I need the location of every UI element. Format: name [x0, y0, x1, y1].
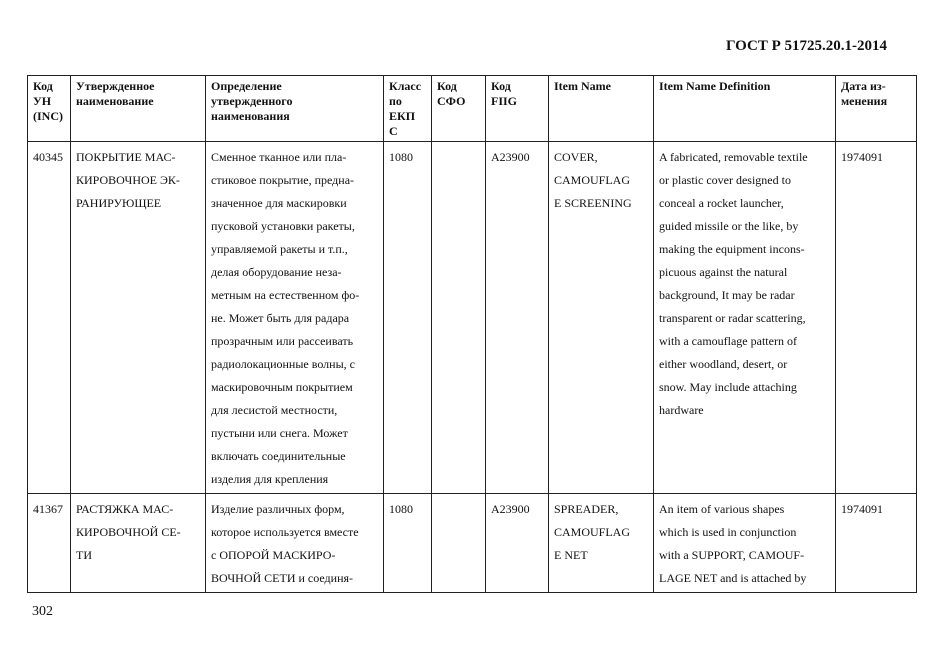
text-line: LAGE NET and is attached by [659, 571, 807, 585]
text-line: ВОЧНОЙ СЕТИ и соединя- [211, 571, 354, 585]
cell-class: 1080 [384, 142, 432, 494]
header-inc [28, 76, 71, 142]
cell-fiig: A23900 [486, 494, 549, 593]
cell-approved-name [71, 494, 206, 593]
header-fiig [486, 76, 549, 142]
text-line: маскировочным покрытием [211, 380, 353, 394]
text-line: ПОКРЫТИЕ МАС- [76, 150, 176, 164]
text-line: hardware [659, 403, 704, 417]
text-line: or plastic cover designed to [659, 173, 791, 187]
text-line: Определение [211, 79, 282, 93]
text-line: transparent or radar scattering, [659, 311, 806, 325]
text-line: С [389, 124, 398, 138]
text-line: РАНИРУЮЩЕЕ [76, 196, 162, 210]
text-line: picuous against the natural [659, 265, 788, 279]
cell-inc: 41367 [28, 494, 71, 593]
text-line: making the equipment incons- [659, 242, 805, 256]
cell-item-definition [654, 142, 836, 494]
text-line: either woodland, desert, or [659, 357, 788, 371]
cell-change-date: 1974091 [836, 494, 917, 593]
text-line: COVER, [554, 150, 598, 164]
cell-inc: 40345 [28, 142, 71, 494]
cell-item-name [549, 494, 654, 593]
text-line: которое используется вместе [211, 525, 359, 539]
text-line: with a camouflage pattern of [659, 334, 797, 348]
cell-change-date: 1974091 [836, 142, 917, 494]
header-approved-name [71, 76, 206, 142]
text-line: Изделие различных форм, [211, 502, 345, 516]
text-line: для лесистой местности, [211, 403, 338, 417]
text-line: по [389, 94, 402, 108]
text-line: snow. May include attaching [659, 380, 797, 394]
text-line: ТИ [76, 548, 92, 562]
cell-sfo [432, 142, 486, 494]
nomenclature-table [27, 75, 917, 593]
text-line: A fabricated, removable textile [659, 150, 808, 164]
text-line: An item of various shapes [659, 502, 785, 516]
text-line: (INC) [33, 109, 63, 123]
text-line: пусковой установки ракеты, [211, 219, 355, 233]
text-line: СФО [437, 94, 466, 108]
text-line: радиолокационные волны, с [211, 357, 355, 371]
cell-fiig: A23900 [486, 142, 549, 494]
text-line: conceal a rocket launcher, [659, 196, 784, 210]
text-line: guided missile or the like, by [659, 219, 799, 233]
table-row [28, 494, 917, 593]
cell-class: 1080 [384, 494, 432, 593]
cell-definition [206, 142, 384, 494]
text-line: E SCREENING [554, 196, 632, 210]
header-class [384, 76, 432, 142]
text-line: FIIG [491, 94, 518, 108]
text-line: Item Name Definition [659, 79, 771, 93]
header-item-name [549, 76, 654, 142]
text-line: менения [841, 94, 888, 108]
text-line: включать соединительные [211, 449, 346, 463]
text-line: with a SUPPORT, CAMOUF- [659, 548, 805, 562]
cell-item-definition [654, 494, 836, 593]
header-item-definition [654, 76, 836, 142]
text-line: E NET [554, 548, 588, 562]
text-line: Класс [389, 79, 422, 93]
table-header-row [28, 76, 917, 142]
text-line: пустыни или снега. Может [211, 426, 348, 440]
cell-approved-name [71, 142, 206, 494]
text-line: РАСТЯЖКА МАС- [76, 502, 174, 516]
cell-definition [206, 494, 384, 593]
text-line: SPREADER, [554, 502, 619, 516]
text-line: Сменное тканное или пла- [211, 150, 347, 164]
text-line: CAMOUFLAG [554, 525, 631, 539]
document-code: ГОСТ Р 51725.20.1-2014 [725, 38, 887, 54]
text-line: which is used in conjunction [659, 525, 797, 539]
text-line: Код [33, 79, 53, 93]
text-line: значенное для маскировки [211, 196, 347, 210]
text-line: наименование [76, 94, 154, 108]
text-line: делая оборудование неза- [211, 265, 342, 279]
text-line: прозрачным или рассеивать [211, 334, 354, 348]
text-line: Дата из- [841, 79, 886, 93]
text-line: УН [33, 94, 52, 108]
text-line: КИРОВОЧНОЙ СЕ- [76, 525, 181, 539]
text-line: не. Может быть для радара [211, 311, 350, 325]
cell-sfo [432, 494, 486, 593]
text-line: изделия для крепления [211, 472, 329, 486]
header-sfo [432, 76, 486, 142]
text-line: стиковое покрытие, предна- [211, 173, 355, 187]
text-line: background, It may be radar [659, 288, 795, 302]
text-line: метным на естественном фо- [211, 288, 360, 302]
text-line: утвержденного [211, 94, 293, 108]
text-line: Код [491, 79, 511, 93]
cell-item-name [549, 142, 654, 494]
page-number: 302 [32, 604, 53, 619]
header-definition [206, 76, 384, 142]
text-line: ЕКП [389, 109, 416, 123]
header-change-date [836, 76, 917, 142]
table-row [28, 142, 917, 494]
text-line: управляемой ракеты и т.п., [211, 242, 348, 256]
text-line: Item Name [554, 79, 611, 93]
text-line: наименования [211, 109, 290, 123]
text-line: КИРОВОЧНОЕ ЭК- [76, 173, 180, 187]
text-line: CAMOUFLAG [554, 173, 631, 187]
text-line: с ОПОРОЙ МАСКИРО- [211, 548, 336, 562]
text-line: Утвержденное [76, 79, 155, 93]
text-line: Код [437, 79, 457, 93]
